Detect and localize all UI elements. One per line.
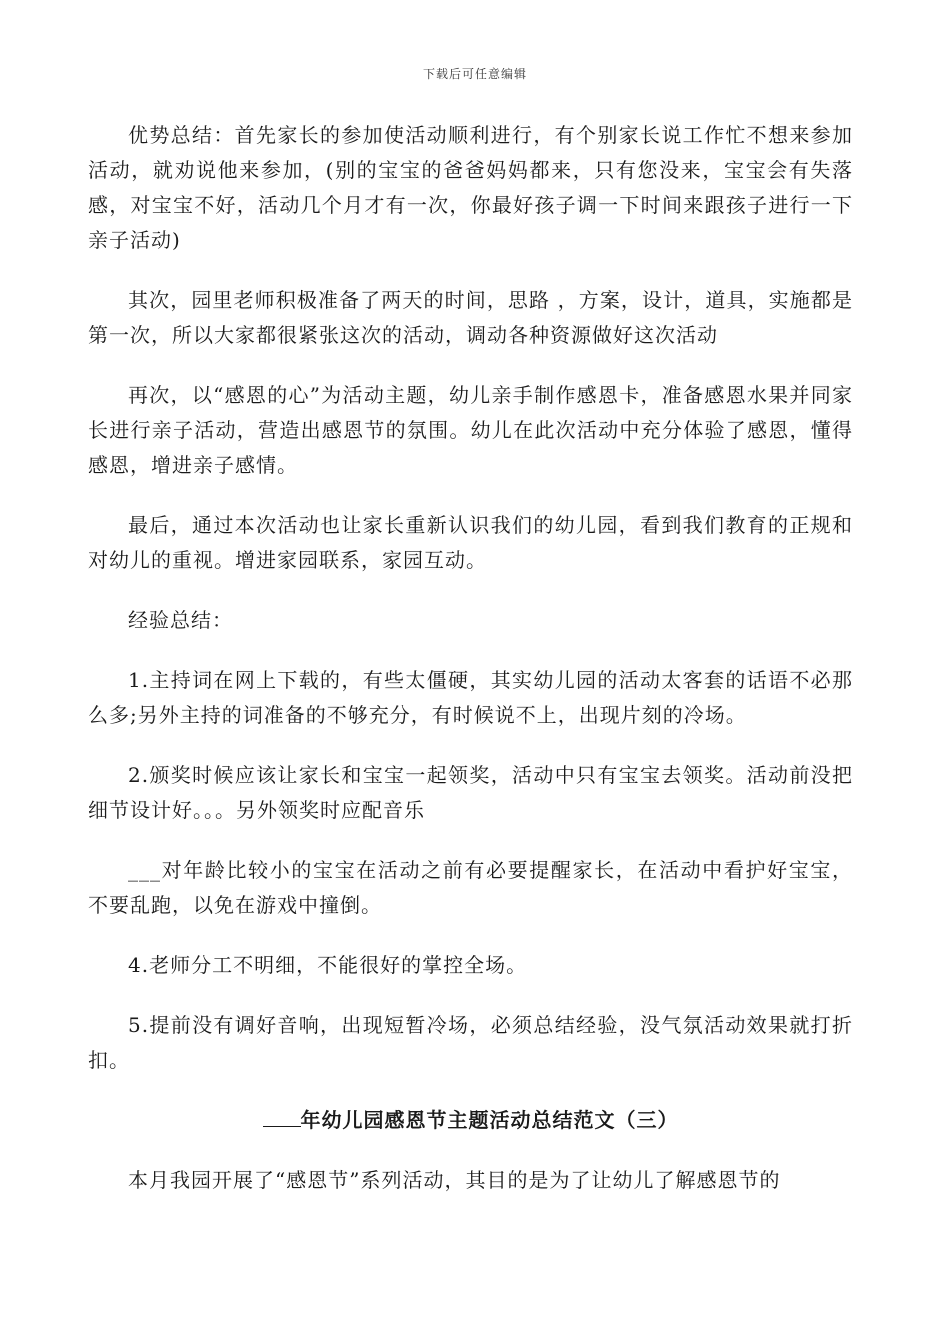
paragraph-thirdly: 再次，以“感恩的心”为活动主题，幼儿亲手制作感恩卡，准备感恩水果并同家长进行亲子活动，营造出感恩节的氛围。幼儿在此次活动中充分体验了感恩，懂得感恩，增进亲子感情。	[88, 383, 853, 477]
paragraph-experience-heading: 经验总结：	[128, 608, 233, 632]
list-item-1: 1.主持词在网上下载的，有些太僵硬，其实幼儿园的活动太客套的话语不必那么多;另外主持的词准备的不够充分，有时候说不上，出现片刻的冷场。	[88, 668, 853, 727]
header-note: 下载后可任意编辑	[422, 67, 527, 81]
list-item-5: 5.提前没有调好音响，出现短暂冷场，必须总结经验，没气氛活动效果就打折扣。	[88, 1013, 853, 1072]
paragraph-advantage-summary: 优势总结：首先家长的参加使活动顺利进行，有个别家长说工作忙不想来参加活动，就劝说他来参加，(别的宝宝的爸爸妈妈都来，只有您没来，宝宝会有失落感，对宝宝不好，活动几个月才有一次，你最好孩子调一下时间来跟孩子进行一下亲子活动)	[88, 123, 853, 252]
section-title-text: 年幼儿园感恩节主题活动总结范文（三）	[300, 1108, 679, 1132]
year-blank	[263, 1106, 301, 1127]
section-title	[88, 1103, 853, 1138]
paragraph-secondly: 其次，园里老师积极准备了两天的时间，思路 ，方案，设计，道具，实施都是第一次，所以大家都很紧张这次的活动，调动各种资源做好这次活动	[88, 288, 853, 347]
list-item-4: 4.老师分工不明细，不能很好的掌控全场。	[128, 953, 528, 977]
list-item-2: 2.颁奖时候应该让家长和宝宝一起领奖，活动中只有宝宝去领奖。活动前没把细节设计好。。。另外领奖时应配音乐	[88, 763, 853, 822]
document-body	[88, 118, 853, 1223]
paragraph-finally: 最后，通过本次活动也让家长重新认识我们的幼儿园，看到我们教育的正规和对幼儿的重视。增进家园联系，家园互动。	[88, 513, 853, 572]
list-item-3: ___对年龄比较小的宝宝在活动之前有必要提醒家长，在活动中看护好宝宝，不要乱跑，以免在游戏中撞倒。	[88, 858, 853, 917]
closing-paragraph: 本月我园开展了“感恩节”系列活动，其目的是为了让幼儿了解感恩节的	[128, 1168, 781, 1192]
